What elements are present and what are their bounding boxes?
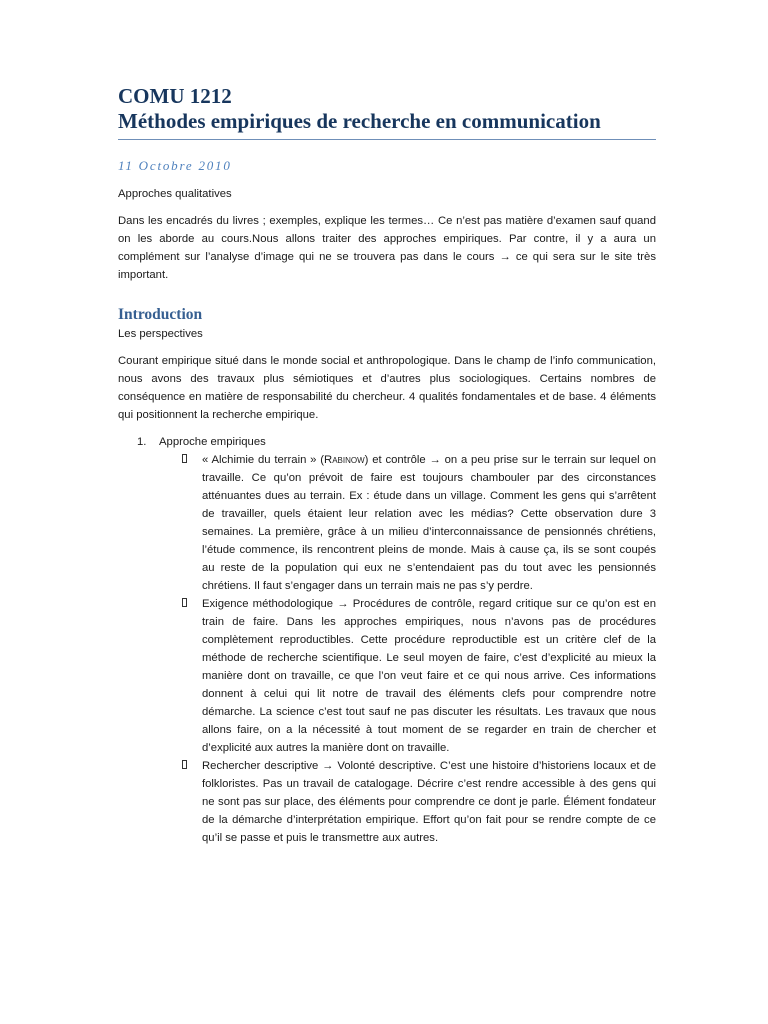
document-page	[118, 84, 656, 847]
list-item-number: 1.	[137, 436, 147, 448]
numbered-list-item	[118, 433, 656, 451]
section-subheading: Les perspectives	[118, 328, 203, 340]
list-item-title: Approche empiriques	[159, 436, 266, 448]
section-paragraph: Courant empirique situé dans le monde social et anthropologique. Dans le champ de l’info communication, nous avons des travaux plus sémiotiques et d’autres plus sociologiques. Certains nombres de conséquence en matière de responsabilité du chercheur. 4 qualités fondamentales et de base. 4 éléments qui positionnent la recherche empirique.	[118, 355, 656, 421]
course-code: COMU 1212	[118, 84, 232, 108]
bullet-text: Exigence méthodologique → Procédures de contrôle, regard critique sur ce qu’on est en train de faire. Dans les approches empiriques, nous n’avons pas de procédures complètement reproductibles. Cette procédure reproductible est un critère clef de la méthode de recherche scientifique. Le seul moyen de faire, c’est d’explicité au mieux la manière dont on travaille, ce que l’on veut faire et ce qui nous arrive. Ces informations donnent à celui qui lit notre de travail des éléments clefs pour comprendre notre démarche. La science c’est tout sauf ne pas discuter les résultats. Les travaux que nous allons faire, on a la nécessité à tout moment de se regarder en train de chercher et d’explicité aux autres la manière dont on travaille.	[202, 598, 656, 754]
missing-glyph-bullet-icon	[182, 760, 187, 769]
course-title: Méthodes empiriques de recherche en communication	[118, 109, 601, 133]
intro-paragraph: Dans les encadrés du livres ; exemples, explique les termes… Ce n’est pas matière d’examen sauf quand on les aborde au cours.Nous allons traiter des approches empiriques. Par contre, il y a aura un complément sur l’analyse d’image qui ne se trouvera pas dans le cours → ce qui sera sur le site très important.	[118, 215, 656, 281]
bullet-item	[118, 595, 656, 757]
title-divider	[118, 139, 656, 140]
bullet-text-after: ) et contrôle → on a peu prise sur le terrain sur lequel on travaille. Ce qu’on prévoit de faire est toujours chambouler par des circonstances atténuantes dues au terrain. Ex : étude dans un village. Comment les gens qui s’arrêtent de travailler, quels étaient leur relation avec les médias? Cette observation dure 3 semaines. La première, grâce à un milieu d’interconnaissance de pensionnés chrétiens, l’étude commence, ils rencontrent pleins de monde. Mais à cause ça, ils se sont coupés au reste de la population qui eux ne s’entendaient pas du tout avec les pensionnés chrétiens. Il faut s’engager dans un terrain mais ne pas s’y perdre.	[202, 454, 656, 592]
section-heading: Introduction	[118, 306, 203, 323]
bullet-list	[118, 451, 656, 847]
bullet-item	[118, 451, 656, 595]
bullet-item	[118, 757, 656, 847]
bullet-text-before: « Alchimie du terrain » (	[202, 454, 325, 466]
intro-label: Approches qualitatives	[118, 188, 232, 200]
bullet-text: Rechercher descriptive → Volonté descriptive. C’est une histoire d’historiens locaux et de folkloristes. Pas un travail de catalogage. Décrire c’est rendre accessible à des gens qui ne sont pas sur place, des éléments pour comprendre ce dont je parle. Élément fondateur de la démarche d’interprétation empirique. Effort qu’on fait pour se rendre compte de ce qu’il se passe et puis le transmettre aux autres.	[202, 760, 656, 844]
missing-glyph-bullet-icon	[182, 454, 187, 463]
missing-glyph-bullet-icon	[182, 598, 187, 607]
author-name: Rabinow	[324, 454, 365, 466]
lecture-date: 11 Octobre 2010	[118, 158, 232, 173]
